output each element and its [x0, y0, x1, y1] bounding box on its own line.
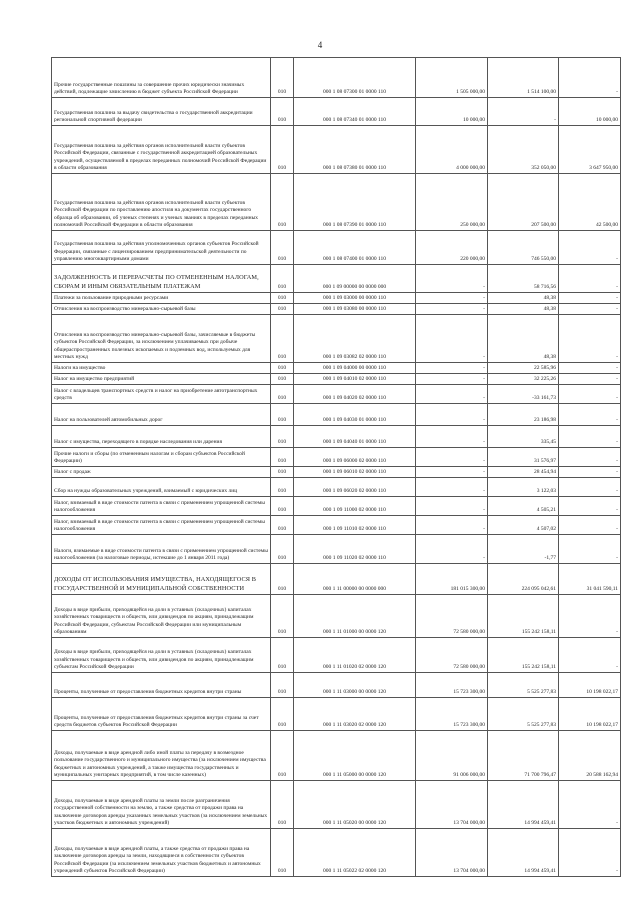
table-row: [52, 595, 621, 638]
row-planned-cell: 1 505 000,00: [416, 58, 488, 98]
row-executed-cell: 155 242 158,11: [488, 595, 559, 638]
page-number: 4: [317, 40, 323, 50]
row-unexecuted-cell: -: [559, 231, 621, 265]
row-unexecuted-cell: -: [559, 315, 621, 363]
row-line-code-cell: 010: [271, 497, 294, 516]
row-planned-cell: -: [416, 448, 488, 467]
row-name-cell: Отчисления на воспроизводство минерально-сырьевой базы: [52, 304, 271, 315]
row-unexecuted-cell: 20 588 162,94: [559, 731, 621, 781]
row-name-cell: Прочие государственные пошлины за совершение прочих юридически значимых действий, подлежащие зачислению в бюджет субъекта Российской Федерации: [52, 58, 271, 98]
row-name-cell: Доходы в виде прибыли, приходящейся на доли в уставных (складочных) капиталах хозяйственных товариществ и обществ, или дивидендов по акциям, принадлежащим Российской Федерации, субъектам Российской Федерации или муниципальным образованиям: [52, 595, 271, 638]
row-unexecuted-cell: -: [559, 404, 621, 426]
row-unexecuted-cell: -: [559, 516, 621, 535]
row-budget-code-cell: 000 1 11 01000 00 0000 120: [294, 595, 416, 638]
row-executed-cell: 335,45: [488, 426, 559, 448]
row-budget-code-cell: 000 1 08 07300 01 0000 110: [294, 58, 416, 98]
row-planned-cell: -: [416, 426, 488, 448]
row-planned-cell: -: [416, 497, 488, 516]
table-body: [52, 58, 621, 877]
row-line-code-cell: 010: [271, 58, 294, 98]
table-row: [52, 448, 621, 467]
row-budget-code-cell: 000 1 09 11000 02 0000 110: [294, 497, 416, 516]
row-line-code-cell: 010: [271, 829, 294, 877]
row-budget-code-cell: 000 1 09 03000 00 0000 110: [294, 293, 416, 304]
row-budget-code-cell: 000 1 09 03082 02 0000 110: [294, 315, 416, 363]
table-row: [52, 385, 621, 404]
row-line-code-cell: 010: [271, 698, 294, 731]
row-planned-cell: -: [416, 293, 488, 304]
row-planned-cell: -: [416, 467, 488, 478]
row-executed-cell: -: [488, 98, 559, 126]
row-executed-cell: 207 500,00: [488, 174, 559, 231]
row-unexecuted-cell: -: [559, 293, 621, 304]
row-name-cell: Проценты, полученные от предоставления бюджетных кредитов внутри страны: [52, 673, 271, 698]
row-unexecuted-cell: -: [559, 363, 621, 374]
row-line-code-cell: 010: [271, 673, 294, 698]
row-name-cell: Доходы в виде прибыли, приходящейся на доли в уставных (складочных) капиталах хозяйственных товариществ и обществ, или дивидендов по акциям, принадлежащим субъектам Российской Федерации: [52, 638, 271, 673]
row-name-cell: Налог на имущество предприятий: [52, 374, 271, 385]
table-row: [52, 98, 621, 126]
row-executed-cell: 23 186,98: [488, 404, 559, 426]
row-unexecuted-cell: -: [559, 467, 621, 478]
row-unexecuted-cell: 31 041 590,11: [559, 564, 621, 595]
row-budget-code-cell: 000 1 08 07400 01 0000 110: [294, 231, 416, 265]
row-line-code-cell: 010: [271, 426, 294, 448]
row-name-cell: Налог с имущества, переходящего в порядке наследования или дарения: [52, 426, 271, 448]
row-planned-cell: 13 704 000,00: [416, 829, 488, 877]
table-row: [52, 535, 621, 564]
table-row: [52, 293, 621, 304]
table-row: [52, 231, 621, 265]
row-unexecuted-cell: -: [559, 374, 621, 385]
table-row: [52, 374, 621, 385]
row-unexecuted-cell: -: [559, 448, 621, 467]
row-line-code-cell: 010: [271, 363, 294, 374]
row-line-code-cell: 010: [271, 731, 294, 781]
row-executed-cell: 22 585,96: [488, 363, 559, 374]
row-line-code-cell: 010: [271, 781, 294, 829]
row-budget-code-cell: 000 1 11 00000 00 0000 000: [294, 564, 416, 595]
row-name-cell: Налог, взимаемый в виде стоимости патента в связи с применением упрощенной системы налогообложения: [52, 516, 271, 535]
row-executed-cell: 28 454,94: [488, 467, 559, 478]
row-budget-code-cell: 000 1 09 04010 02 0000 110: [294, 374, 416, 385]
row-line-code-cell: 010: [271, 265, 294, 293]
row-executed-cell: 48,38: [488, 315, 559, 363]
budget-income-table: [51, 57, 621, 877]
row-planned-cell: 72 580 000,00: [416, 595, 488, 638]
row-line-code-cell: 010: [271, 304, 294, 315]
row-name-cell: Налоги, взимаемые в виде стоимости патента в связи с применением упрощенной системы налогообложения (за налоговые периоды, истекшие до 1 января 2011 года): [52, 535, 271, 564]
row-planned-cell: 15 723 300,00: [416, 698, 488, 731]
row-unexecuted-cell: -: [559, 385, 621, 404]
row-planned-cell: -: [416, 516, 488, 535]
row-line-code-cell: 010: [271, 126, 294, 174]
row-executed-cell: -1,77: [488, 535, 559, 564]
row-budget-code-cell: 000 1 09 00000 00 0000 000: [294, 265, 416, 293]
row-executed-cell: 14 994 459,41: [488, 829, 559, 877]
row-budget-code-cell: 000 1 11 05020 00 0000 120: [294, 781, 416, 829]
row-name-cell: Прочие налоги и сборы (по отмененным налогам и сборам субъектов Российской Федерации): [52, 448, 271, 467]
row-planned-cell: -: [416, 478, 488, 497]
row-line-code-cell: 010: [271, 448, 294, 467]
row-name-cell: ЗАДОЛЖЕННОСТЬ И ПЕРЕРАСЧЕТЫ ПО ОТМЕНЕННЫМ НАЛОГАМ, СБОРАМ И ИНЫМ ОБЯЗАТЕЛЬНЫМ ПЛАТЕЖАМ: [52, 265, 271, 293]
row-unexecuted-cell: -: [559, 58, 621, 98]
row-line-code-cell: 010: [271, 595, 294, 638]
row-name-cell: Государственная пошлина за действия органов исполнительной власти субъектов Российской Федерации по проставлению апостиля на документах государственного образца об образовании, об ученых степенях и ученых званиях в пределах переданных полномочий Российской Федерации в области образования: [52, 174, 271, 231]
row-unexecuted-cell: -: [559, 781, 621, 829]
row-unexecuted-cell: -: [559, 265, 621, 293]
table-row: [52, 673, 621, 698]
row-line-code-cell: 010: [271, 478, 294, 497]
row-line-code-cell: 010: [271, 98, 294, 126]
row-budget-code-cell: 000 1 09 11010 02 0000 110: [294, 516, 416, 535]
row-name-cell: Платежи за пользование природными ресурсами: [52, 293, 271, 304]
row-executed-cell: 155 242 158,11: [488, 638, 559, 673]
row-line-code-cell: 010: [271, 404, 294, 426]
row-name-cell: Налог на пользователей автомобильных дорог: [52, 404, 271, 426]
row-executed-cell: 5 525 277,83: [488, 673, 559, 698]
row-budget-code-cell: 000 1 08 07340 01 0000 110: [294, 98, 416, 126]
row-name-cell: Налог с владельцев транспортных средств и налог на приобретение автотранспортных средств: [52, 385, 271, 404]
row-unexecuted-cell: -: [559, 595, 621, 638]
row-unexecuted-cell: 3 647 950,00: [559, 126, 621, 174]
row-budget-code-cell: 000 1 11 01020 02 0000 120: [294, 638, 416, 673]
row-name-cell: Налог с продаж: [52, 467, 271, 478]
row-budget-code-cell: 000 1 09 06020 02 0000 110: [294, 478, 416, 497]
row-planned-cell: -: [416, 363, 488, 374]
row-name-cell: Проценты, полученные от предоставления бюджетных кредитов внутри страны за счет средств бюджетов субъектов Российской Федерации: [52, 698, 271, 731]
row-line-code-cell: 010: [271, 535, 294, 564]
row-budget-code-cell: 000 1 11 03020 02 0000 120: [294, 698, 416, 731]
row-unexecuted-cell: -: [559, 638, 621, 673]
row-name-cell: Доходы, получаемые в виде арендной платы, а также средства от продажи права на заключение договоров аренды за земли, находящиеся в собственности субъектов Российской Федерации (за исключением земельных участков бюджетных и автономных учреждений субъектов Российской Федерации): [52, 829, 271, 877]
row-budget-code-cell: 000 1 09 04040 01 0000 110: [294, 426, 416, 448]
row-unexecuted-cell: -: [559, 304, 621, 315]
row-unexecuted-cell: -: [559, 426, 621, 448]
row-planned-cell: 91 006 000,00: [416, 731, 488, 781]
table-row: [52, 58, 621, 98]
row-executed-cell: 32 225,26: [488, 374, 559, 385]
row-executed-cell: 746 550,00: [488, 231, 559, 265]
row-line-code-cell: 010: [271, 638, 294, 673]
row-unexecuted-cell: 10 000,00: [559, 98, 621, 126]
row-executed-cell: 31 576,97: [488, 448, 559, 467]
table-row: [52, 698, 621, 731]
table-row: [52, 564, 621, 595]
row-name-cell: ДОХОДЫ ОТ ИСПОЛЬЗОВАНИЯ ИМУЩЕСТВА, НАХОДЯЩЕГОСЯ В ГОСУДАРСТВЕННОЙ И МУНИЦИПАЛЬНОЙ СОБСТВЕННОСТИ: [52, 564, 271, 595]
row-executed-cell: 1 514 100,00: [488, 58, 559, 98]
row-executed-cell: 4 505,21: [488, 497, 559, 516]
table-row: [52, 363, 621, 374]
row-executed-cell: -33 161,73: [488, 385, 559, 404]
table-row: [52, 638, 621, 673]
row-line-code-cell: 010: [271, 516, 294, 535]
row-line-code-cell: 010: [271, 231, 294, 265]
row-planned-cell: 4 000 000,00: [416, 126, 488, 174]
row-line-code-cell: 010: [271, 564, 294, 595]
row-budget-code-cell: 000 1 09 04000 00 0000 110: [294, 363, 416, 374]
row-planned-cell: 250 000,00: [416, 174, 488, 231]
row-name-cell: Государственная пошлина за действия органов исполнительной власти субъектов Российской Федерации, связанные с государственной аккредитацией образовательных учреждений, осуществляемой в пределах переданных полномочий Российской Федерации в области образования: [52, 126, 271, 174]
row-planned-cell: 15 723 300,00: [416, 673, 488, 698]
row-executed-cell: 5 525 277,83: [488, 698, 559, 731]
row-executed-cell: 14 994 459,41: [488, 781, 559, 829]
row-executed-cell: 224 095 042,61: [488, 564, 559, 595]
row-executed-cell: 352 050,00: [488, 126, 559, 174]
row-line-code-cell: 010: [271, 467, 294, 478]
table-row: [52, 126, 621, 174]
row-executed-cell: 3 122,03: [488, 478, 559, 497]
row-budget-code-cell: 000 1 09 03080 00 0000 110: [294, 304, 416, 315]
row-name-cell: Государственная пошлина за действия уполномоченных органов субъектов Российской Федерации, связанные с лицензированием предпринимательской деятельности по управлению многоквартирными домами: [52, 231, 271, 265]
row-budget-code-cell: 000 1 09 06010 02 0000 110: [294, 467, 416, 478]
row-name-cell: Сбор на нужды образовательных учреждений, взимаемый с юридических лиц: [52, 478, 271, 497]
row-planned-cell: -: [416, 315, 488, 363]
row-name-cell: Налоги на имущество: [52, 363, 271, 374]
row-planned-cell: 10 000,00: [416, 98, 488, 126]
table-row: [52, 315, 621, 363]
row-planned-cell: -: [416, 304, 488, 315]
row-line-code-cell: 010: [271, 385, 294, 404]
table-row: [52, 426, 621, 448]
row-budget-code-cell: 000 1 08 07390 01 0000 110: [294, 174, 416, 231]
row-budget-code-cell: 000 1 08 07380 01 0000 110: [294, 126, 416, 174]
row-planned-cell: -: [416, 404, 488, 426]
row-budget-code-cell: 000 1 09 04030 01 0000 110: [294, 404, 416, 426]
row-executed-cell: 58 716,56: [488, 265, 559, 293]
row-name-cell: Доходы, получаемые в виде арендной платы за земли после разграничения государственной собственности на землю, а также средства от продажи права на заключение договоров аренды указанных земельных участков (за исключением земельных участков бюджетных и автономных учреждений): [52, 781, 271, 829]
row-line-code-cell: 010: [271, 174, 294, 231]
table-row: [52, 497, 621, 516]
row-budget-code-cell: 000 1 09 06000 02 0000 110: [294, 448, 416, 467]
table-row: [52, 829, 621, 877]
row-executed-cell: 71 700 796,47: [488, 731, 559, 781]
row-unexecuted-cell: -: [559, 535, 621, 564]
row-unexecuted-cell: -: [559, 497, 621, 516]
table-row: [52, 781, 621, 829]
row-unexecuted-cell: 10 198 022,17: [559, 698, 621, 731]
row-executed-cell: 4 507,02: [488, 516, 559, 535]
row-line-code-cell: 010: [271, 293, 294, 304]
row-budget-code-cell: 000 1 11 03000 00 0000 120: [294, 673, 416, 698]
row-executed-cell: 48,38: [488, 304, 559, 315]
row-planned-cell: 220 000,00: [416, 231, 488, 265]
table-row: [52, 265, 621, 293]
row-name-cell: Отчисления на воспроизводство минерально-сырьевой базы, зачисляемые в бюджеты субъектов Российской Федерации, за исключением уплачиваемых при добыче общераспространенных полезных ископаемых и подземных вод, используемых для местных нужд: [52, 315, 271, 363]
row-planned-cell: -: [416, 374, 488, 385]
row-name-cell: Доходы, получаемые в виде арендной либо иной платы за передачу в возмездное пользование государственного и муниципального имущества (за исключением имущества бюджетных и автономных учреждений, а также имущества государственных и муниципальных унитарных предприятий, в том числе казенных): [52, 731, 271, 781]
row-unexecuted-cell: 42 500,00: [559, 174, 621, 231]
row-planned-cell: -: [416, 535, 488, 564]
row-planned-cell: 13 704 000,00: [416, 781, 488, 829]
row-budget-code-cell: 000 1 09 11020 02 0000 110: [294, 535, 416, 564]
table-row: [52, 731, 621, 781]
table-row: [52, 304, 621, 315]
row-unexecuted-cell: -: [559, 478, 621, 497]
row-name-cell: Налог, взимаемый в виде стоимости патента в связи с применением упрощенной системы налогообложения: [52, 497, 271, 516]
row-unexecuted-cell: 10 198 022,17: [559, 673, 621, 698]
table-row: [52, 404, 621, 426]
table-row: [52, 516, 621, 535]
row-executed-cell: 48,38: [488, 293, 559, 304]
row-budget-code-cell: 000 1 11 05000 00 0000 120: [294, 731, 416, 781]
table-row: [52, 174, 621, 231]
row-planned-cell: 72 580 000,00: [416, 638, 488, 673]
table-row: [52, 478, 621, 497]
row-planned-cell: -: [416, 265, 488, 293]
row-line-code-cell: 010: [271, 374, 294, 385]
row-name-cell: Государственная пошлина за выдачу свидетельства о государственной аккредитации региональной спортивной федерации: [52, 98, 271, 126]
row-budget-code-cell: 000 1 11 05022 02 0000 120: [294, 829, 416, 877]
row-line-code-cell: 010: [271, 315, 294, 363]
table-row: [52, 467, 621, 478]
row-planned-cell: -: [416, 385, 488, 404]
row-budget-code-cell: 000 1 09 04020 02 0000 110: [294, 385, 416, 404]
row-unexecuted-cell: -: [559, 829, 621, 877]
row-planned-cell: 181 015 300,00: [416, 564, 488, 595]
